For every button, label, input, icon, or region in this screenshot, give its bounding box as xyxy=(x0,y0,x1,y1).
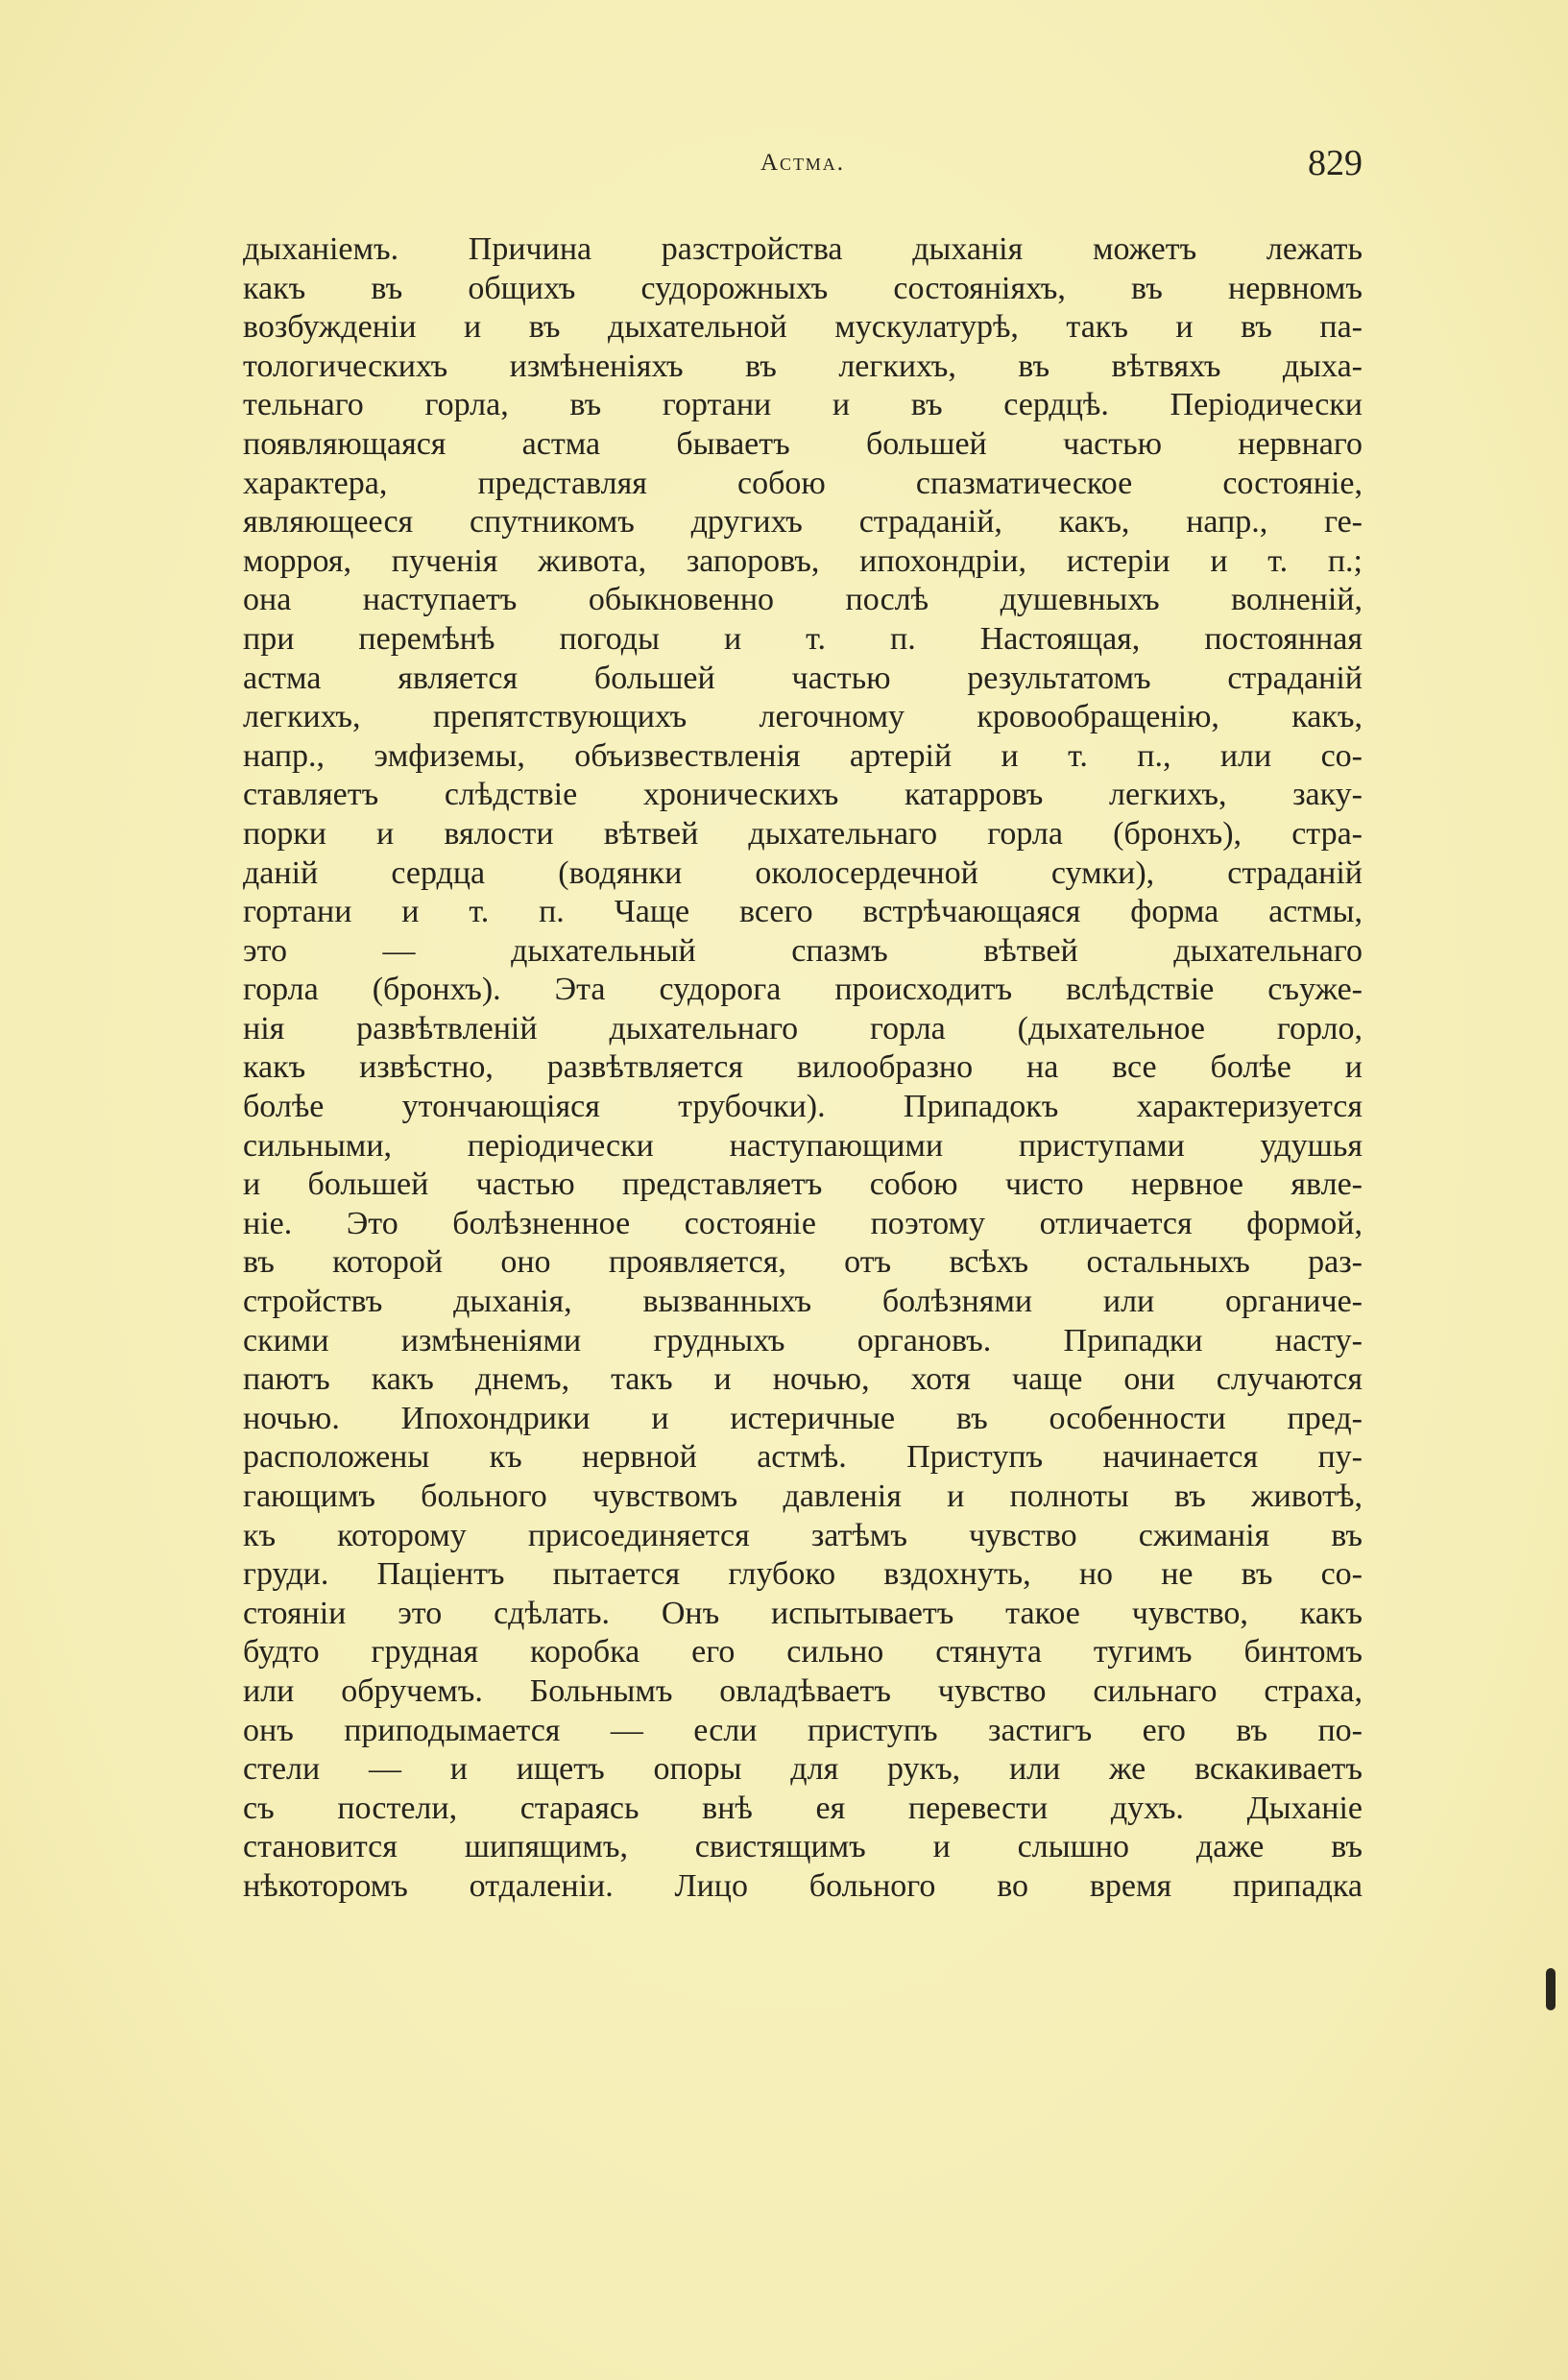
running-title: Астма. xyxy=(760,150,846,176)
text-line: скими измѣненіями грудныхъ органовъ. Припадки насту- xyxy=(243,1322,1363,1358)
text-line: къ которому присоединяется затѣмъ чувство сжиманія въ xyxy=(243,1517,1363,1553)
text-line: это — дыхательный спазмъ вѣтвей дыхательнаго xyxy=(243,932,1363,969)
page-header xyxy=(243,142,1363,190)
text-line: характера, представляя собою спазматическое состояніе, xyxy=(243,465,1363,501)
text-line: она наступаетъ обыкновенно послѣ душевныхъ волненій, xyxy=(243,582,1363,618)
text-line: легкихъ, препятствующихъ легочному кровообращенію, какъ, xyxy=(243,699,1363,735)
text-line: появляющаяся астма бываетъ большей частью нервнаго xyxy=(243,425,1363,462)
text-line: морроя, пученія живота, запоровъ, ипохондріи, истеріи и т. п.; xyxy=(243,542,1363,579)
text-line: являющееся спутникомъ другихъ страданій, какъ, напр., ге- xyxy=(243,504,1363,541)
text-line: ночью. Ипохондрики и истеричные въ особенности пред- xyxy=(243,1400,1363,1436)
text-line: становится шипящимъ, свистящимъ и слышно даже въ xyxy=(243,1829,1363,1865)
text-line: паютъ какъ днемъ, такъ и ночью, хотя чаще они случаются xyxy=(243,1361,1363,1398)
text-line: астма является большей частью результатомъ страданій xyxy=(243,660,1363,696)
text-line: гортани и т. п. Чаще всего встрѣчающаяся форма астмы, xyxy=(243,894,1363,930)
text-line: нія развѣтвленій дыхательнаго горла (дыхательное горло, xyxy=(243,1010,1363,1046)
text-line: порки и вялости вѣтвей дыхательнаго горла (бронхъ), стра- xyxy=(243,815,1363,852)
text-line: ніе. Это болѣзненное состояніе поэтому отличается формой, xyxy=(243,1205,1363,1241)
text-line: какъ извѣстно, развѣтвляется вилообразно на все болѣе и xyxy=(243,1049,1363,1086)
text-line: тологическихъ измѣненіяхъ въ легкихъ, въ вѣтвяхъ дыха- xyxy=(243,348,1363,384)
text-line: возбужденіи и въ дыхательной мускулатурѣ, такъ и въ па- xyxy=(243,309,1363,346)
text-line: груди. Паціентъ пытается глубоко вздохнуть, но не въ со- xyxy=(243,1556,1363,1593)
text-line: стройствъ дыханія, вызванныхъ болѣзнями или органиче- xyxy=(243,1284,1363,1320)
text-line: стояніи это сдѣлать. Онъ испытываетъ такое чувство, какъ xyxy=(243,1595,1363,1631)
text-line: расположены къ нервной астмѣ. Приступъ начинается пу- xyxy=(243,1439,1363,1476)
text-line: гающимъ больного чувствомъ давленія и полноты въ животѣ, xyxy=(243,1478,1363,1514)
text-line: горла (бронхъ). Эта судорога происходитъ вслѣдствіе съуже- xyxy=(243,972,1363,1008)
text-line: напр., эмфиземы, объизвествленія артерій и т. п., или со- xyxy=(243,737,1363,774)
text-line: тельнаго горла, въ гортани и въ сердцѣ. Періодически xyxy=(243,387,1363,423)
page-number: 829 xyxy=(1308,143,1363,183)
text-line: стели — и ищетъ опоры для рукъ, или же вскакиваетъ xyxy=(243,1751,1363,1788)
text-line: болѣе утончающіяся трубочки). Припадокъ характеризуется xyxy=(243,1089,1363,1125)
text-line: даній сердца (водянки околосердечной сумки), страданій xyxy=(243,854,1363,891)
page-edge-mark xyxy=(1546,1968,1556,2010)
text-line: съ постели, стараясь внѣ ея перевести духъ. Дыханіе xyxy=(243,1790,1363,1826)
text-line: будто грудная коробка его сильно стянута тугимъ бинтомъ xyxy=(243,1634,1363,1671)
text-line: нѣкоторомъ отдаленіи. Лицо больного во время припадка xyxy=(243,1867,1363,1904)
text-line: ставляетъ слѣдствіе хроническихъ катарровъ легкихъ, заку- xyxy=(243,777,1363,813)
text-line: въ которой оно проявляется, отъ всѣхъ остальныхъ раз- xyxy=(243,1244,1363,1281)
text-line: онъ приподымается — если приступъ застигъ его въ по- xyxy=(243,1712,1363,1748)
body-text xyxy=(243,230,1363,1907)
text-line: какъ въ общихъ судорожныхъ состояніяхъ, въ нервномъ xyxy=(243,270,1363,306)
text-line: или обручемъ. Больнымъ овладѣваетъ чувство сильнаго страха, xyxy=(243,1672,1363,1709)
text-line: при перемѣнѣ погоды и т. п. Настоящая, постоянная xyxy=(243,620,1363,657)
text-line: дыханіемъ. Причина разстройства дыханія можетъ лежать xyxy=(243,231,1363,267)
text-line: сильными, періодически наступающими приступами удушья xyxy=(243,1127,1363,1164)
text-line: и большей частью представляетъ собою чисто нервное явле- xyxy=(243,1166,1363,1203)
